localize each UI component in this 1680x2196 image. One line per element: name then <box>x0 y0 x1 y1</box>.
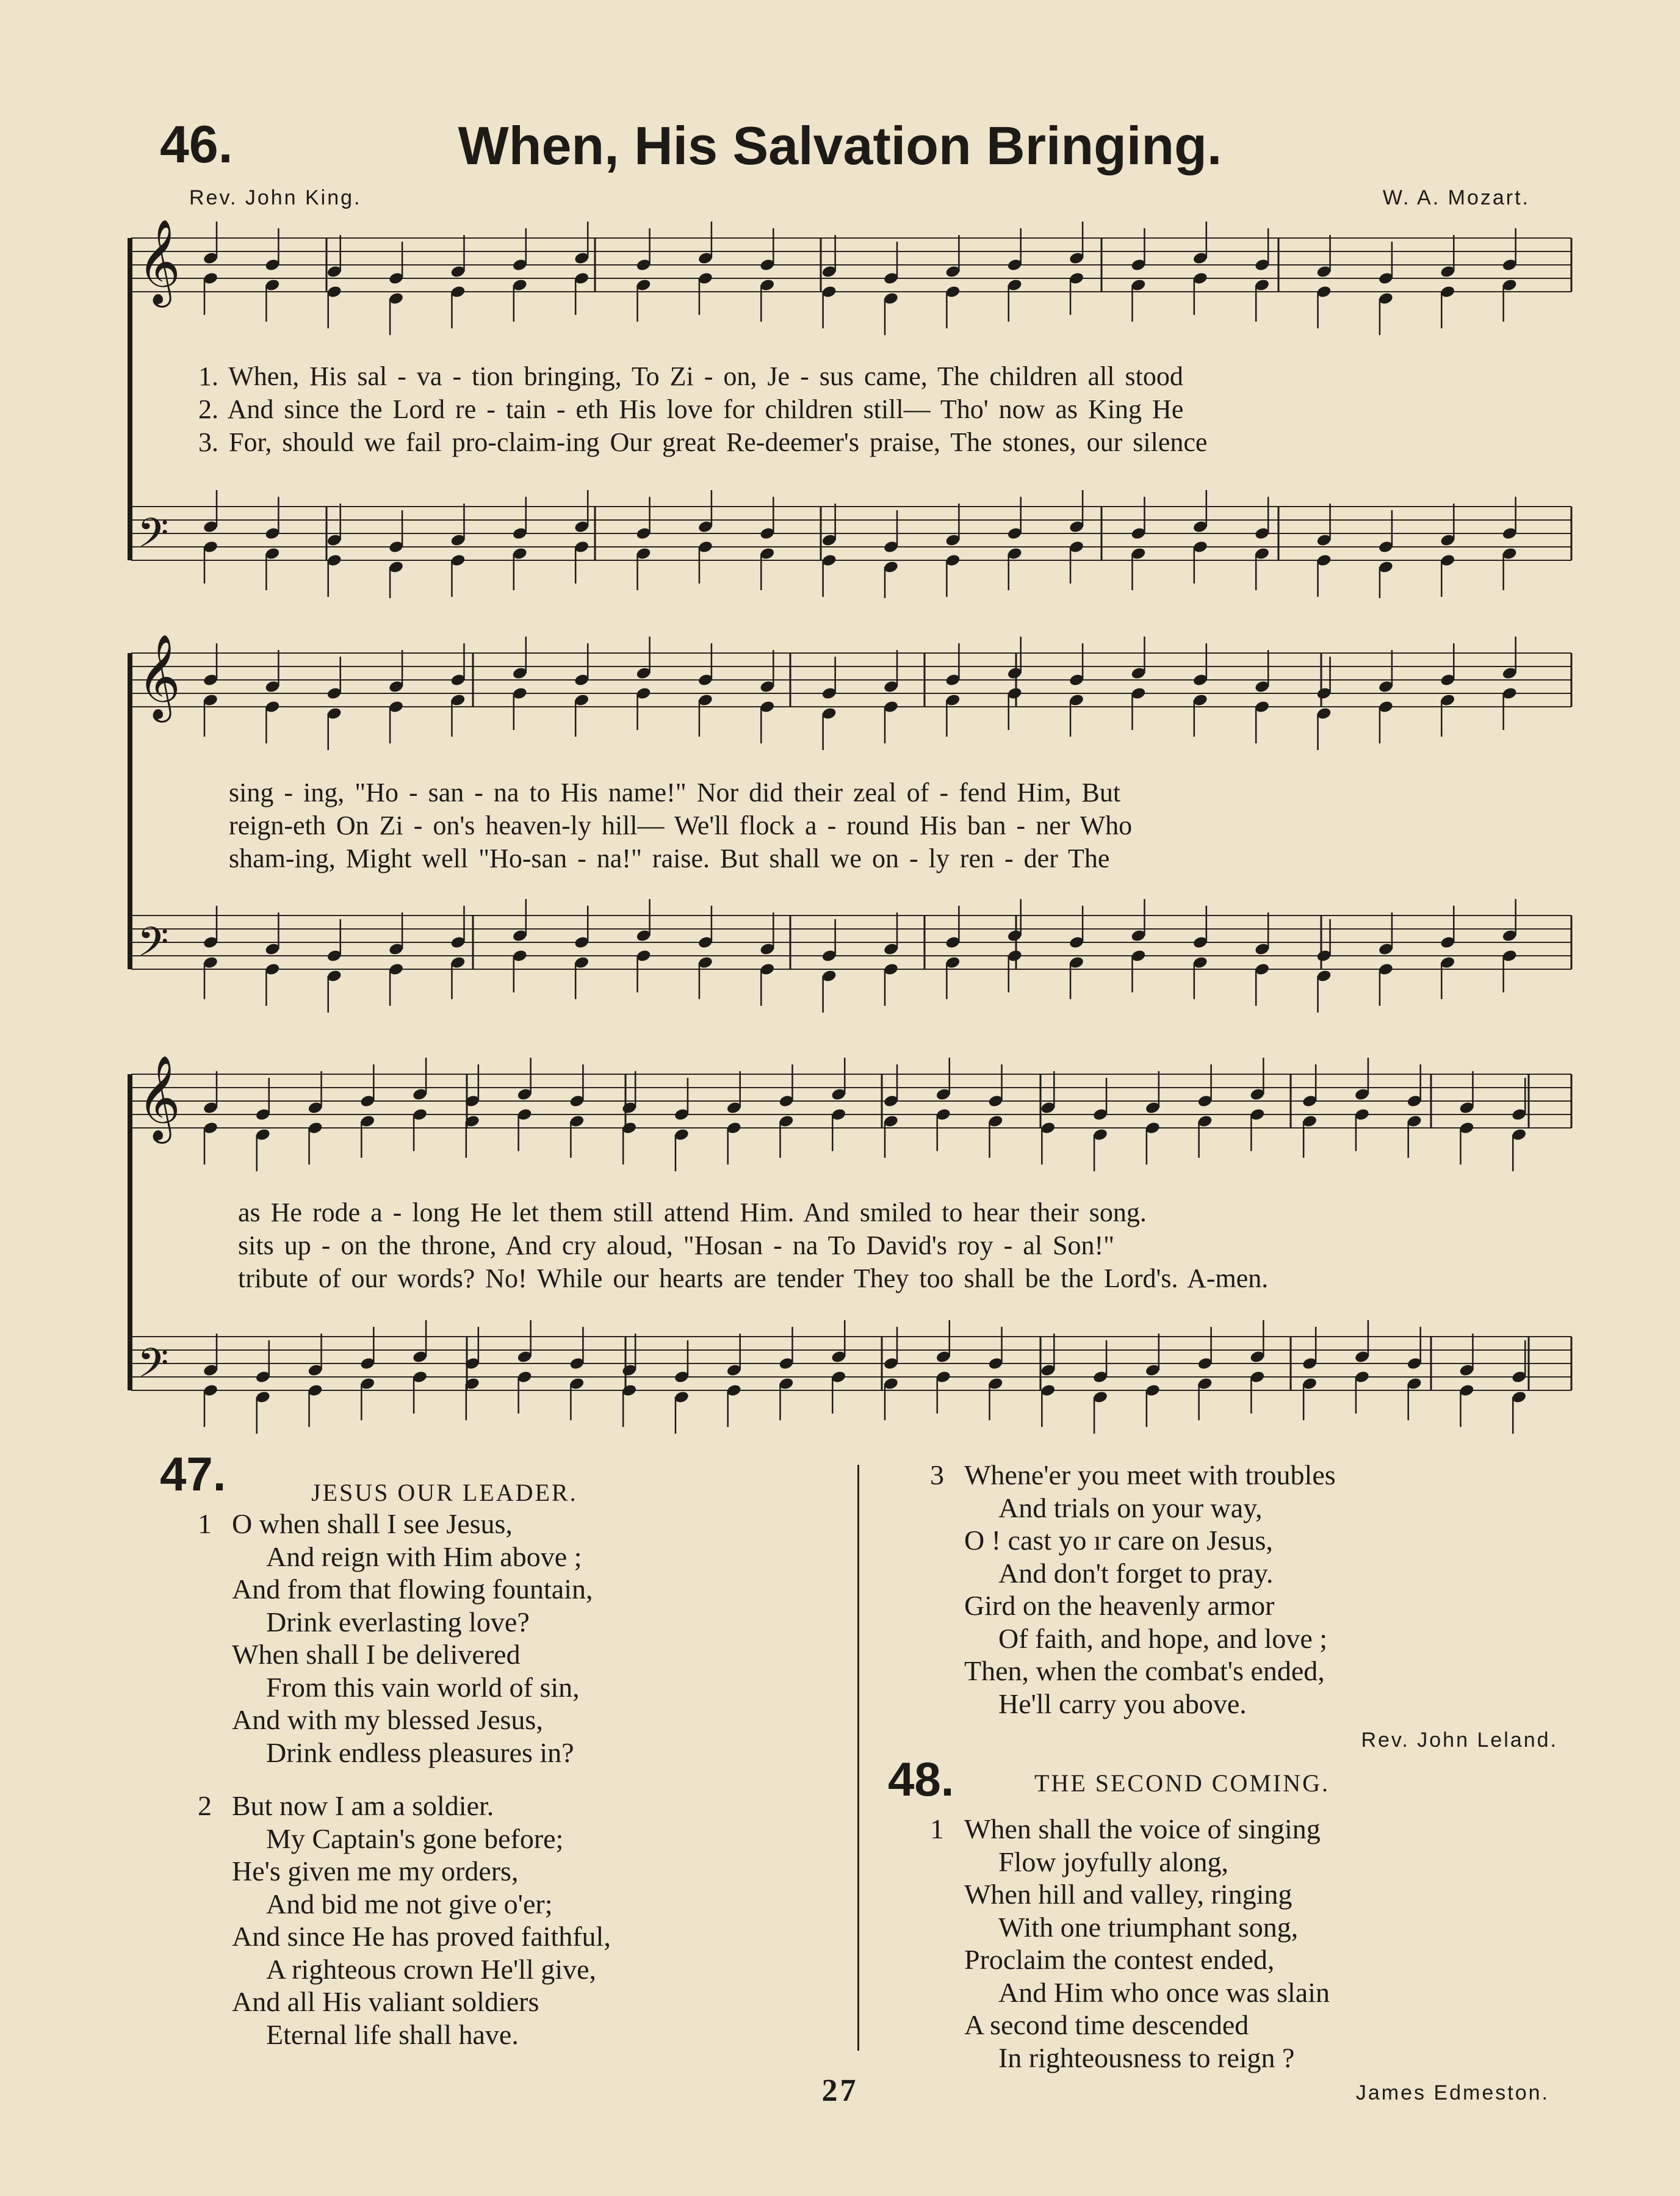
lyric-line: sham-ing, Might well "Ho-san - na!" raise. But shall we on - ly ren - der The <box>229 843 1110 873</box>
bass-clef-icon: 𝄢 <box>137 919 169 976</box>
hymn-47-heading <box>0 1447 830 1508</box>
hymn-46-title: When, His Salvation Bringing. <box>458 115 1222 176</box>
hymn-47-title: JESUS OUR LEADER. <box>311 1479 578 1506</box>
music-system-2 <box>125 635 1584 1013</box>
lyric-line: 1. When, His sal - va - tion bringing, To Zi - on, Je - sus came, The children all stood <box>198 361 1183 391</box>
verse-line: And trials on your way, <box>998 1492 1263 1523</box>
verse-line: And reign with Him above ; <box>266 1540 582 1572</box>
hymn-47-author: Rev. John Leland. <box>1361 1728 1558 1752</box>
hymn-48-verse-1 <box>930 1813 1587 2074</box>
lyric-line: 3. For, should we fail pro-claim-ing Our great Re-deemer's praise, The stones, our silence <box>198 427 1208 457</box>
verse-line: Eternal life shall have. <box>266 2018 519 2050</box>
verse-line: 1 O when shall I see Jesus, <box>198 1508 513 1539</box>
page-number: 27 <box>821 2073 859 2108</box>
hymn-48-title: THE SECOND COMING. <box>1034 1769 1330 1797</box>
verse-line: 2 But now I am a soldier. <box>198 1790 494 1821</box>
verse-line: With one triumphant song, <box>998 1911 1299 1943</box>
verse-line: And with my blessed Jesus, <box>232 1704 543 1735</box>
right-column <box>854 1459 1587 1720</box>
verse-line: Of faith, and hope, and love ; <box>998 1622 1328 1654</box>
verse-line: He'll carry you above. <box>998 1688 1247 1719</box>
hymn-48-number: 48. <box>888 1752 954 1806</box>
verse-line: And from that flowing fountain, <box>232 1573 593 1605</box>
verse-line: And Him who once was slain <box>998 1976 1330 2008</box>
lyrics-block-1 <box>198 360 1584 459</box>
hymn-46-number: 46. <box>160 115 233 174</box>
verse-line: 1 When shall the voice of singing <box>930 1813 1321 1844</box>
verse-line: When hill and valley, ringing <box>964 1879 1292 1910</box>
treble-clef-icon: 𝄞 <box>137 1056 181 1141</box>
lyrics-block-2 <box>229 776 1584 875</box>
verse-line: And all His valiant soldiers <box>232 1986 539 2017</box>
hymn-47-number: 47. <box>160 1447 226 1501</box>
lyric-line: tribute of our words? No! While our hearts are tender They too shall be the Lord's. A-men. <box>238 1263 1269 1293</box>
verse-line: Drink everlasting love? <box>266 1606 530 1638</box>
verse-line: And since He has proved faithful, <box>232 1921 611 1952</box>
verse-number: 1 <box>198 1508 212 1539</box>
lyric-line: 2. And since the Lord re - tain - eth His love for children still— Tho' now as King He <box>198 394 1184 424</box>
verse-line: Flow joyfully along, <box>998 1846 1228 1877</box>
lyrics-block-3 <box>238 1196 1584 1295</box>
verse-line: And don't forget to pray. <box>998 1557 1274 1589</box>
hymn-46-composer: W. A. Mozart. <box>1382 186 1530 209</box>
lyric-line: as He rode a - long He let them still attend Him. And smiled to hear their song. <box>238 1197 1147 1227</box>
verse-number: 2 <box>198 1790 212 1821</box>
hymn-48-author: James Edmeston. <box>1355 2081 1549 2104</box>
verse-number: 3 <box>930 1459 944 1490</box>
lyric-line: reign-eth On Zi - on's heaven-ly hill— We'll flock a - round His ban - ner Who <box>229 811 1133 840</box>
hymn-48-heading <box>854 1752 1587 1813</box>
lyric-line: sing - ing, "Ho - san - na to His name!" Nor did their zeal of - fend Him, But <box>229 778 1121 807</box>
verse-line: Then, when the combat's ended, <box>964 1655 1325 1686</box>
bass-clef-icon: 𝄢 <box>137 1340 169 1397</box>
bass-clef-icon: 𝄢 <box>137 510 169 567</box>
verse-line: When shall I be delivered <box>232 1639 521 1670</box>
verse-line: A righteous crown He'll give, <box>266 1953 597 1985</box>
verse-line: Proclaim the contest ended, <box>964 1944 1275 1975</box>
verse-line: From this vain world of sin, <box>266 1671 580 1703</box>
verse-line: Drink endless pleasures in? <box>266 1736 574 1768</box>
verse-line: In righteousness to reign ? <box>998 2042 1295 2073</box>
verse-line: My Captain's gone before; <box>266 1822 564 1854</box>
music-system-1 <box>125 220 1584 598</box>
treble-clef-icon: 𝄞 <box>137 220 181 305</box>
verse-number: 1 <box>930 1813 944 1844</box>
hymn-47 <box>0 1447 830 2051</box>
music-system-3 <box>125 1056 1584 1440</box>
hymn-46-lyricist: Rev. John King. <box>189 186 362 209</box>
verse-line: 3 Whene'er you meet with troubles <box>930 1459 1336 1490</box>
verse-line: He's given me my orders, <box>232 1855 519 1887</box>
verse-line: Gird on the heavenly armor <box>964 1590 1275 1621</box>
verse-line: O ! cast yo ır care on Jesus, <box>964 1525 1273 1556</box>
verse-line: And bid me not give o'er; <box>266 1888 553 1920</box>
lyric-line: sits up - on the throne, And cry aloud, "Hosan - na To David's roy - al Son!" <box>238 1230 1115 1260</box>
hymn-47-verse-3 <box>930 1459 1587 1720</box>
verse-line: A second time descended <box>964 2009 1249 2040</box>
hymn-48 <box>854 1752 1587 2074</box>
treble-clef-icon: 𝄞 <box>137 635 181 720</box>
hymn-47-verse-1 <box>198 1508 830 1769</box>
hymn-47-verse-2 <box>198 1790 830 2051</box>
